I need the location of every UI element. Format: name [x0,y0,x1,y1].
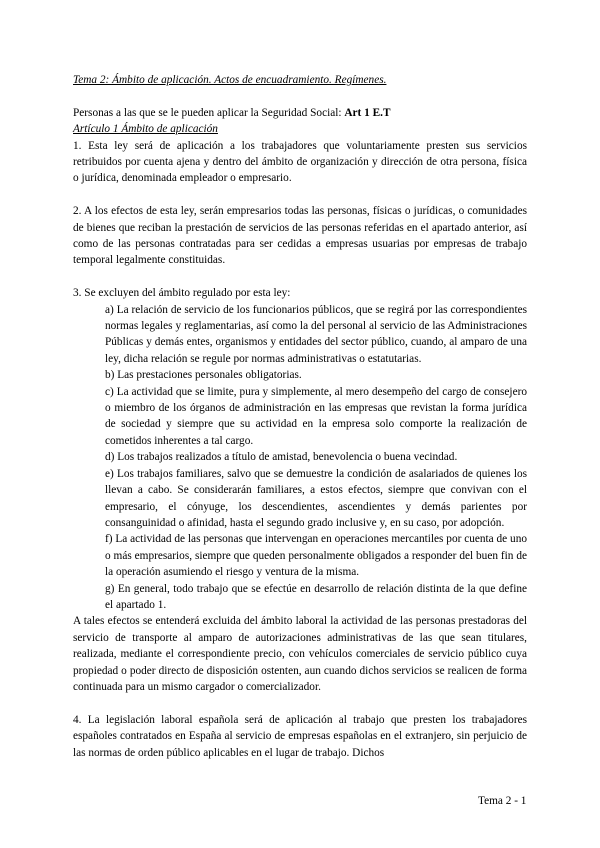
intro-text: Personas a las que se le pueden aplicar la Seguridad Social: [73,106,345,119]
spacer [73,88,527,104]
paragraph-3-intro: 3. Se excluyen del ámbito regulado por esta ley: [73,287,291,300]
exclusion-b: b) Las prestaciones personales obligatorias. [105,369,302,382]
document-page [73,72,527,761]
exclusion-e: e) Los trabajos familiares, salvo que se demuestre la condición de asalariados de quienes los llevan a cabo. Se considerarán familiares, a estos efectos, siempre que convivan con el empresario, el cónyuge, los descendientes, ascendientes y demás parientes por consanguinidad o afinidad, hasta el segundo grado inclusive y, en su caso, por adopción. [105,467,527,529]
exclusion-a: a) La relación de servicio de los funcionarios públicos, que se regirá por las correspondientes normas legales y reglamentarias, así como la del personal al servicio de las Administraciones Públicas y demás entes, organismos y entidades del sector público, cuando, al amparo de una ley, dicha relación se regule por normas administrativas o estatutarias. [105,303,527,365]
intro-line [73,105,527,121]
paragraph-2: 2. A los efectos de esta ley, serán empresarios todas las personas, físicas o jurídicas, o comunidades de bienes que reciban la prestación de servicios de las personas referidas en el apartado anterior, así como de las personas contratadas para ser cedidas a empresas usuarias por empresas de trabajo temporal legalmente constituidas. [73,205,527,267]
exclusion-f: f) La actividad de las personas que intervengan en operaciones mercantiles por cuenta de uno o más empresarios, siempre que queden personalmente obligados a responder del buen fin de la operación asumiendo el riesgo y ventura de la misma. [105,533,527,579]
paragraph-1: 1. Esta ley será de aplicación a los trabajadores que voluntariamente presten sus servicios retribuidos por cuenta ajena y dentro del ámbito de organización y dirección de otra persona, física o jurídica, denominada empleador o empresario. [73,139,527,185]
intro-article-ref: Art 1 E.T [344,106,391,119]
page-footer: Tema 2 - 1 [478,795,527,807]
spacer [73,269,527,285]
paragraph-4: 4. La legislación laboral española será de aplicación al trabajo que presten los trabajadores españoles contratados en España al servicio de empresas españolas en el extranjero, sin perjuicio de las normas de orden público aplicables en el lugar de trabajo. Dichos [73,713,527,759]
article-heading: Artículo 1 Ámbito de aplicación [73,123,218,136]
paragraph-3-tail: A tales efectos se entenderá excluida del ámbito laboral la actividad de las personas prestadoras del servicio de transporte al amparo de autorizaciones administrativas de las que sean titulares, realizada, mediante el correspondiente precio, con vehículos comerciales de servicio público cuya propiedad o poder directo de disposición ostenten, aun cuando dichos servicios se realicen de forma continuada para un mismo cargador o comercializador. [73,615,527,693]
exclusion-c: c) La actividad que se limite, pura y simplemente, al mero desempeño del cargo de consejero o miembro de los órganos de administración en las empresas que revistan la forma jurídica de sociedad y siempre que su actividad en la empresa solo comporte la realización de cometidos inherentes a tal cargo. [105,385,527,447]
spacer [73,695,527,711]
exclusion-d: d) Los trabajos realizados a título de amistad, benevolencia o buena vecindad. [105,451,458,464]
exclusion-g: g) En general, todo trabajo que se efectúe en desarrollo de relación distinta de la que define el apartado 1. [105,582,527,611]
spacer [73,187,527,203]
document-title: Tema 2: Ámbito de aplicación. Actos de encuadramiento. Regímenes. [73,74,387,86]
